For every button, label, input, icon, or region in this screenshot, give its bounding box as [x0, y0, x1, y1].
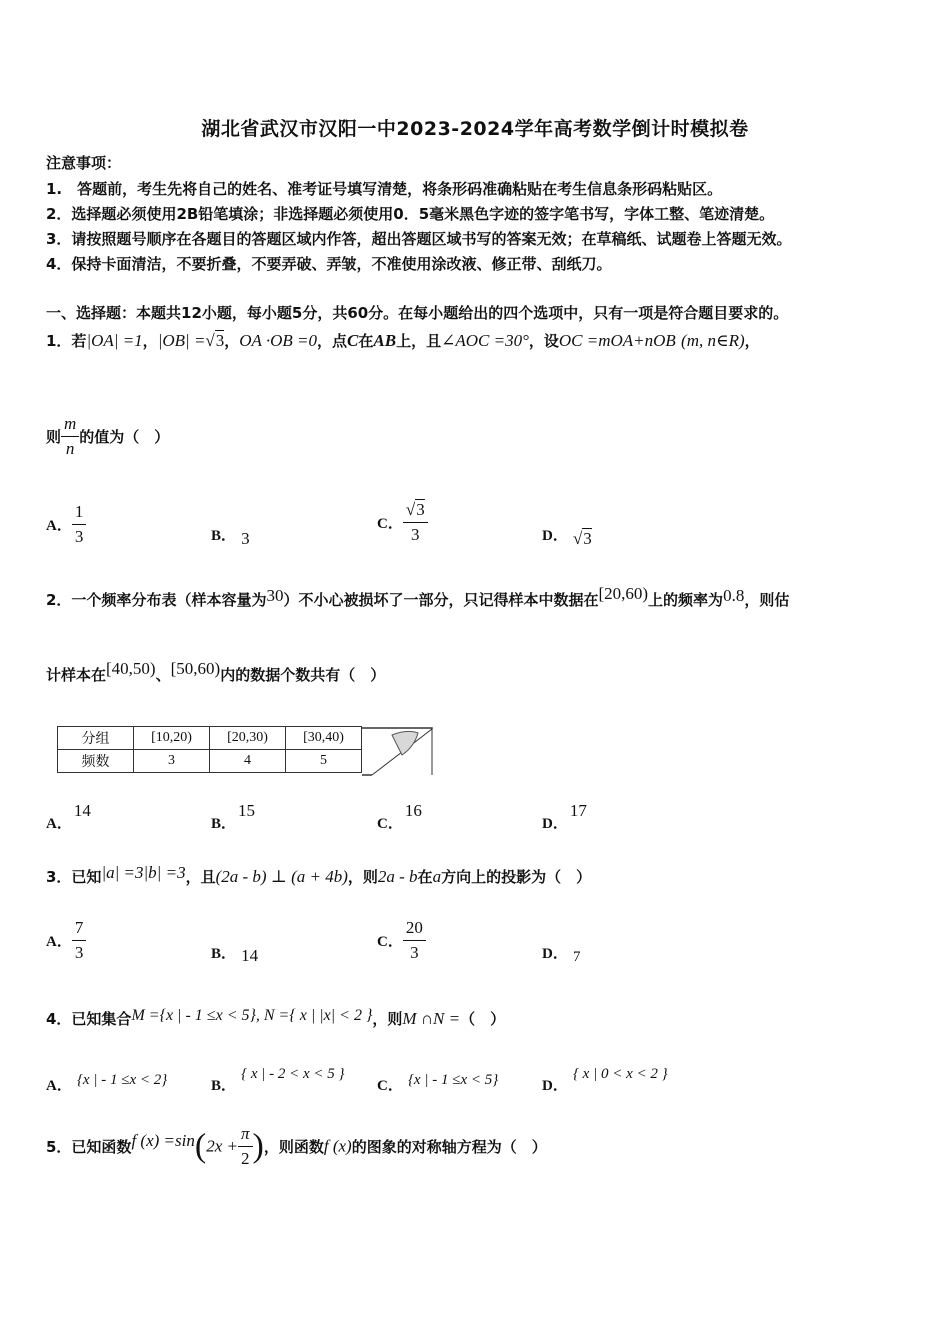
option-label: B． [211, 1078, 237, 1094]
table-cell: [10,20) [134, 727, 210, 750]
q1-number: 1．若 [46, 332, 87, 350]
option-label: C． [377, 1078, 403, 1094]
option-label: D． [542, 1078, 568, 1094]
option-label: B． [211, 946, 237, 962]
table-cell: [20,30) [210, 727, 286, 750]
option-label: C． [377, 934, 403, 950]
q3-perp: (2a - b) ⊥ (a + 4b) [215, 867, 348, 886]
q1-cond: (m, n∈R) [681, 331, 745, 350]
q3-text: ，则 [347, 868, 378, 886]
q1-text: 上，且 [396, 332, 442, 350]
table-cell: 4 [210, 750, 286, 773]
q4-sets: M ={x | - 1 ≤x < 5}, N ={ x | |x| < 2 } [131, 1007, 373, 1024]
q2-text: 上的频率为 [648, 591, 724, 609]
q1-comma: ， [142, 332, 158, 350]
notice-item: 3．请按照题号顺序在各题目的答题区域内作答，超出答题区域书写的答案无效；在草稿纸、试题卷上答题无效。 [46, 230, 792, 248]
sqrt-icon: √ [405, 500, 416, 519]
question-5 [46, 1124, 547, 1169]
q3-option-b[interactable] [211, 942, 258, 963]
q1-option-c[interactable] [377, 500, 428, 545]
q3-text: 方向上的投影为（ ） [441, 868, 592, 886]
option-value: 7 [572, 949, 581, 965]
q2-interval: [20,60) [598, 584, 649, 603]
option-value: 14 [73, 801, 91, 820]
option-value: { x | 0 < x < 2 } [572, 1066, 668, 1082]
page-title: 湖北省武汉市汉阳一中2023-2024学年高考数学倒计时模拟卷 [201, 118, 749, 140]
option-value: 15 [238, 801, 256, 820]
q5-text: 5．已知函数 [46, 1138, 132, 1156]
q1-then: 则 [46, 428, 62, 446]
q1-text: 在 [358, 332, 374, 350]
q1-text: ， [744, 332, 760, 350]
q3-option-a[interactable] [46, 918, 86, 963]
option-label: A． [46, 816, 72, 832]
option-value: 3 [583, 529, 592, 548]
option-label: D． [542, 528, 568, 544]
torn-corner [362, 727, 433, 773]
q4-expr: M ∩N = [402, 1009, 461, 1028]
table-cell: 频数 [58, 750, 134, 773]
q1-frac-den: n [65, 439, 75, 458]
q1-oa: |OA| =1 [86, 331, 143, 350]
frac-den: 3 [411, 525, 420, 544]
sqrt-icon: √ [572, 529, 583, 548]
option-fraction [403, 500, 428, 545]
table-cell: 3 [134, 750, 210, 773]
q1-comma: ， [224, 332, 240, 350]
option-value: {x | - 1 ≤x < 5} [407, 1072, 499, 1088]
q1-ob: |OB| = [157, 331, 206, 350]
q1-ask [46, 414, 169, 459]
option-value: 14 [241, 946, 259, 965]
q1-dot: OA ·OB =0 [239, 331, 318, 350]
q1-text: ，设 [528, 332, 559, 350]
paren-right-icon: ) [252, 1127, 264, 1165]
q5-text: 的图象的对称轴方程为（ ） [351, 1138, 547, 1156]
q2-option-b[interactable] [211, 800, 256, 832]
q5-arg: 2x + [206, 1136, 238, 1156]
section-heading: 一、选择题：本题共12小题，每小题5分，共60分。在每小题给出的四个选项中，只有一项是符合题目要求的。 [46, 304, 789, 322]
option-label: A． [46, 1078, 72, 1094]
q1-frac-num: m [61, 414, 79, 437]
q4-option-b[interactable] [211, 1062, 345, 1094]
question-1 [46, 330, 760, 351]
q4-text: ，则 [372, 1010, 403, 1028]
option-label: D． [542, 946, 568, 962]
q1-oc: OC =mOA+nOB [558, 331, 676, 350]
option-fraction [72, 918, 87, 963]
option-value: 17 [569, 801, 587, 820]
question-2-line2 [46, 659, 386, 685]
q2-text: ）不小心被损坏了一部分，只记得样本中数据在 [283, 591, 599, 609]
option-label: B． [211, 816, 237, 832]
q3-option-d[interactable] [542, 942, 580, 963]
torn-corner-icon [362, 727, 434, 777]
frac-den: 3 [74, 527, 84, 546]
q4-option-a[interactable] [46, 1068, 168, 1094]
option-value: { x | - 2 < x < 5 } [241, 1066, 345, 1082]
q2-text: ，则估 [744, 591, 790, 609]
q2-interval: [40,50) [106, 659, 156, 678]
notice-item: 4．保持卡面清洁，不要折叠，不要弄破、弄皱，不准使用涂改液、修正带、刮纸刀。 [46, 255, 612, 273]
q2-text: 计样本在 [46, 666, 107, 684]
q5-function: f (x) =sin [131, 1130, 195, 1150]
option-label: D． [542, 816, 568, 832]
q5-text: ，则函数 [263, 1138, 324, 1156]
frac-den: 3 [74, 943, 84, 962]
q1-ab: AB [373, 331, 397, 350]
q5-fraction [238, 1124, 253, 1169]
frac-den: 2 [240, 1149, 250, 1168]
option-label: B． [211, 528, 237, 544]
q4-text: 4．已知集合 [46, 1010, 132, 1028]
table-cell: 5 [286, 750, 362, 773]
q2-interval: [50,60) [170, 659, 221, 678]
table-cell: [30,40) [286, 727, 362, 750]
option-label: A． [46, 518, 72, 534]
q2-sample-size: 30 [266, 586, 284, 605]
question-3 [46, 863, 592, 887]
q2-option-c[interactable] [377, 800, 422, 832]
q1-sqrt3: 3 [215, 331, 225, 350]
q1-option-d[interactable] [542, 524, 592, 548]
table-cell: 分组 [58, 727, 134, 750]
question-4 [46, 1008, 505, 1029]
notice-heading: 注意事项： [46, 154, 122, 172]
option-value: 16 [404, 801, 422, 820]
option-value: 3 [241, 529, 250, 548]
paren-left-icon: ( [194, 1127, 207, 1165]
option-label: C． [377, 516, 403, 532]
q2-text: 、 [155, 666, 171, 684]
q3-vector-a: a [432, 867, 442, 886]
q3-text: 3．已知 [46, 868, 102, 886]
q4-option-c[interactable] [377, 1068, 499, 1094]
q5-fx: f (x) [323, 1136, 352, 1156]
q1-option-a[interactable] [46, 502, 86, 547]
q3-text: 在 [417, 868, 433, 886]
q3-condition: |a| =3|b| =3 [101, 863, 186, 882]
q1-angle: ∠AOC =30° [441, 331, 529, 350]
frac-den: 3 [410, 943, 419, 962]
frac-num: π [238, 1124, 253, 1147]
frac-num: 7 [72, 918, 87, 941]
q1-value: 的值为（ ） [79, 428, 170, 446]
option-fraction [72, 502, 87, 547]
q1-point-c: C [347, 331, 359, 350]
frequency-table [57, 726, 432, 773]
frac-num: 20 [403, 918, 426, 941]
q2-frequency: 0.8 [723, 586, 745, 605]
q1-option-b[interactable] [211, 524, 250, 548]
notice-item: 2．选择题必须使用2B铅笔填涂；非选择题必须使用0．5毫米黑色字迹的签字笔书写，字体工整、笔迹清楚。 [46, 205, 775, 223]
q2-option-d[interactable] [542, 800, 587, 832]
q4-option-d[interactable] [542, 1062, 668, 1094]
option-label: C． [377, 816, 403, 832]
q4-text: （ ） [460, 1010, 506, 1028]
option-label: A． [46, 934, 72, 950]
q1-text: ，点 [317, 332, 348, 350]
frac-num [403, 500, 428, 523]
option-value: {x | - 1 ≤x < 2} [76, 1072, 168, 1088]
q2-text: 内的数据个数共有（ ） [220, 666, 386, 684]
sqrt-value: 3 [416, 500, 425, 519]
table-row [58, 727, 433, 750]
q3-expr: 2a - b [377, 867, 418, 886]
option-fraction [403, 918, 426, 963]
question-2 [46, 584, 790, 610]
q2-option-a[interactable] [46, 800, 91, 832]
frac-num: 1 [72, 502, 87, 525]
sqrt-icon: √ [205, 331, 215, 350]
q3-option-c[interactable] [377, 918, 426, 963]
q1-fraction [61, 414, 79, 459]
q3-text: ，且 [185, 868, 216, 886]
q2-text: 2．一个频率分布表（样本容量为 [46, 591, 267, 609]
notice-item: 1. 答题前，考生先将自己的姓名、准考证号填写清楚，将条形码准确粘贴在考生信息条形码粘贴区。 [46, 180, 723, 198]
